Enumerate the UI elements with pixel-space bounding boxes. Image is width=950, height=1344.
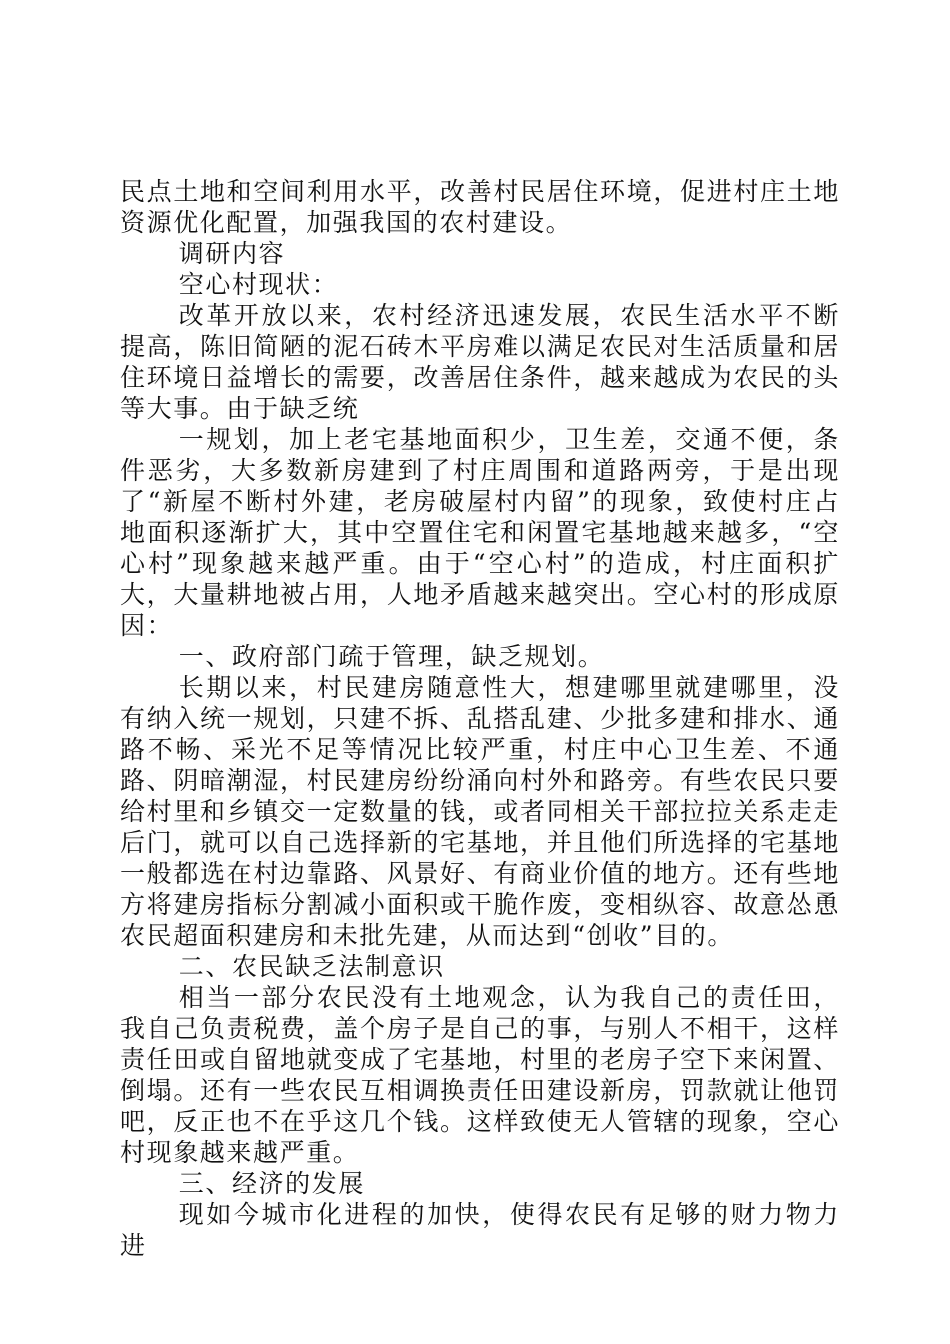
section-heading: 三、经济的发展: [178, 1169, 365, 1198]
section-heading: 一、政府部门疏于管理，缺乏规划。: [178, 642, 605, 671]
document-body: [120, 176, 840, 1261]
paragraph: 改革开放以来，农村经济迅速发展，农民生活水平不断提高，陈旧简陋的泥石砖木平房难以满足农民对生活质量和居住环境日益增长的需要，改善居住条件，越来越成为农民的头等大事。由于缺乏统: [120, 301, 840, 423]
section-heading: 空心村现状：: [178, 270, 339, 299]
paragraph: 现如今城市化进程的加快，使得农民有足够的财力物力进: [120, 1200, 840, 1260]
paragraph: 一规划，加上老宅基地面积少，卫生差，交通不便，条件恶劣，大多数新房建到了村庄周围和道路两旁，于是出现了“新屋不断村外建，老房破屋村内留”的现象，致使村庄占地面积逐渐扩大，其中空置住宅和闲置宅基地越来越多，“空心村”现象越来越严重。由于“空心村”的造成，村庄面积扩大，大量耕地被占用，人地矛盾越来越突出。空心村的形成原因：: [120, 425, 840, 640]
paragraph: 相当一部分农民没有土地观念，认为我自己的责任田，我自己负责税费，盖个房子是自己的事，与别人不相干，这样责任田或自留地就变成了宅基地，村里的老房子空下来闲置、倒塌。还有一些农民互相调换责任田建设新房，罚款就让他罚吧，反正也不在乎这几个钱。这样致使无人管辖的现象，空心村现象越来越严重。: [120, 983, 840, 1167]
paragraph: 长期以来，村民建房随意性大，想建哪里就建哪里，没有纳入统一规划，只建不拆、乱搭乱建、少批多建和排水、通路不畅、采光不足等情况比较严重，村庄中心卫生差、不通路、阴暗潮湿，村民建房纷纷涌向村外和路旁。有些农民只要给村里和乡镇交一定数量的钱，或者同相关干部拉拉关系走走后门，就可以自己选择新的宅基地，并且他们所选择的宅基地一般都选在村边靠路、风景好、有商业价值的地方。还有些地方将建房指标分割减小面积或干脆作废，变相纵容、故意怂恿农民超面积建房和未批先建，从而达到“创收”目的。: [120, 673, 840, 950]
section-heading: 二、农民缺乏法制意识: [178, 952, 445, 981]
paragraph: 民点土地和空间利用水平，改善村民居住环境，促进村庄土地资源优化配置，加强我国的农村建设。: [120, 177, 840, 237]
section-heading: 调研内容: [178, 239, 286, 268]
